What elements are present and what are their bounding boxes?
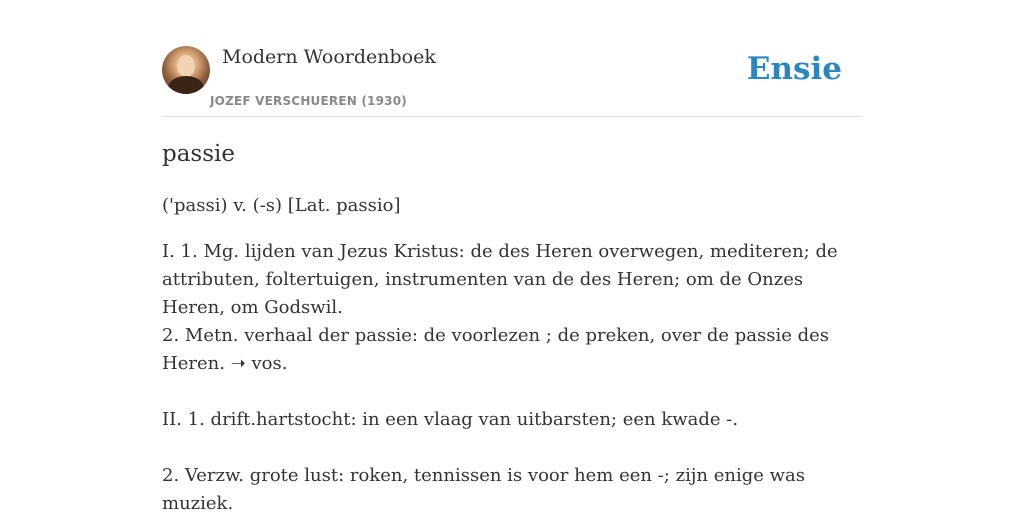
headword: passie (162, 141, 236, 167)
header (162, 44, 862, 117)
author-avatar[interactable] (162, 46, 210, 94)
definition-block (162, 238, 862, 512)
definition-line: II. 1. drift.hartstocht: in een vlaag van uitbarsten; een kwade -. (162, 409, 739, 430)
author-name[interactable]: JOZEF VERSCHUEREN (1930) (210, 94, 407, 108)
definition-line: I. 1. Mg. lijden van Jezus Kristus: de des Heren overwegen, mediteren; de attributen, foltertuigen, instrumenten van de des Heren; om de Onzes Heren, om Godswil. (162, 241, 838, 318)
definition-line: 2. Verzw. grote lust: roken, tennissen is voor hem een -; zijn enige was muziek. (162, 465, 805, 512)
spacer (162, 378, 862, 406)
definition-line: 2. Metn. verhaal der passie: de voorlezen ; de preken, over de passie des Heren. ➝ vos. (162, 325, 830, 374)
book-title[interactable]: Modern Woordenboek (222, 46, 436, 68)
pronunciation: ('passi) v. (-s) [Lat. passio] (162, 195, 401, 216)
brand-logo[interactable]: Ensie (746, 51, 842, 87)
entry-content (162, 140, 862, 512)
spacer (162, 434, 862, 462)
avatar-face (177, 55, 195, 77)
avatar-coat (168, 76, 204, 94)
